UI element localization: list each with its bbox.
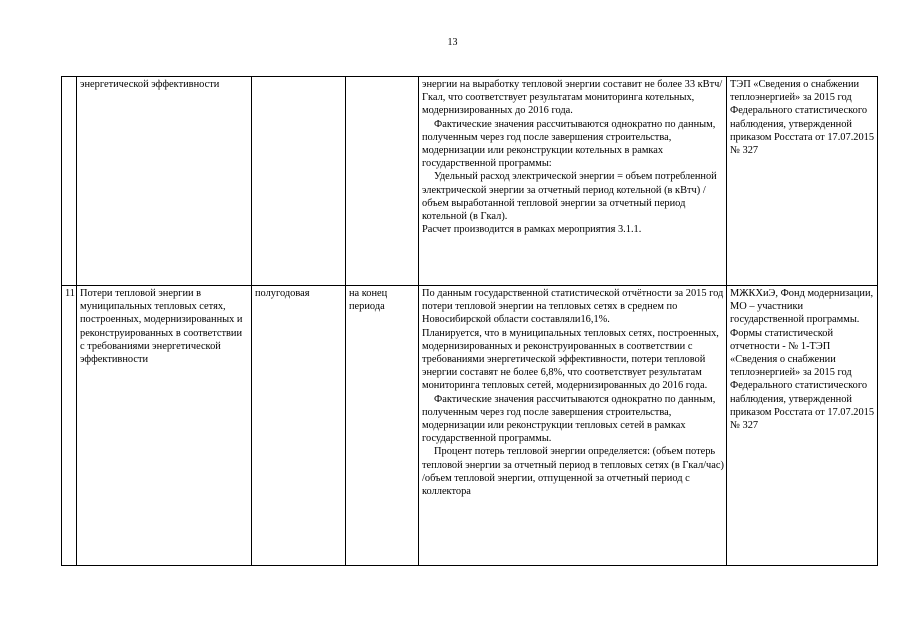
table-row bbox=[62, 286, 878, 566]
periodicity-cell bbox=[252, 77, 346, 286]
deadline-cell bbox=[346, 77, 419, 286]
method-paragraph: Процент потерь тепловой энергии определяется: (объем потерь тепловой энергии за отчетный период в тепловых сетях (в Гкал/час) /объем тепловой энергии, отпущенной за отчетный период с коллектора bbox=[422, 446, 724, 498]
periodicity-cell: полугодовая bbox=[252, 286, 346, 566]
method-cell bbox=[419, 77, 727, 286]
method-paragraph: Расчет производится в рамках мероприятия 3.1.1. bbox=[422, 224, 642, 236]
method-paragraph: Удельный расход электрической энергии = объем потребленной электрической энергии за отчетный период котельной (в кВтч) / объем выработанной тепловой энергии за отчетный период котельной (в Гкал). bbox=[422, 171, 717, 223]
method-paragraph: Фактические значения рассчитываются однократно по данным, полученным через год после завершения строительства, модернизации или реконструкции тепловых сетей в рамках государственной программы. bbox=[422, 393, 716, 445]
deadline-cell: на конец периода bbox=[346, 286, 419, 566]
source-cell: ТЭП «Сведения о снабжении теплоэнергией» за 2015 год Федерального статистического наблюдения, утвержденной приказом Росстата от 17.07.2015 № 327 bbox=[727, 77, 878, 286]
source-cell: МЖКХиЭ, Фонд модернизации, МО – участники государственной программы. Формы статистической отчетности - № 1-ТЭП «Сведения о снабжении теплоэнергией» за 2015 год Федерального статистического наблюдения, утвержденной приказом Росстата от 17.07.2015 № 327 bbox=[727, 286, 878, 566]
row-number-cell bbox=[62, 77, 77, 286]
table-row bbox=[62, 77, 878, 286]
method-paragraph: Планируется, что в муниципальных тепловых сетях, построенных, модернизированных и реконструированных в соответствии с требованиями энергетической эффективности, потери тепловой энергии составят не более 6,8%, что соответствует результатам мониторинга тепловых сетей, модернизированных до 2016 года. bbox=[422, 327, 719, 392]
indicator-name-cell: энергетической эффективности bbox=[77, 77, 252, 286]
row-number-cell: 11 bbox=[62, 286, 77, 566]
indicator-table bbox=[61, 76, 878, 566]
method-paragraph: энергии на выработку тепловой энергии составит не более 33 кВтч/Гкал, что соответствует результатам мониторинга котельных, модернизированных до 2016 года. bbox=[422, 79, 723, 117]
method-paragraph: По данным государственной статистической отчётности за 2015 год потери тепловой энергии на тепловых сетях в среднем по Новосибирской области составляли16,1%. bbox=[422, 288, 724, 326]
method-cell bbox=[419, 286, 727, 566]
method-paragraph: Фактические значения рассчитываются однократно по данным, полученным через год после завершения строительства, модернизации или реконструкции котельных в рамках государственной программы: bbox=[422, 118, 716, 170]
page-number: 13 bbox=[447, 37, 458, 48]
indicator-name-cell: Потери тепловой энергии в муниципальных тепловых сетях, построенных, модернизированных и реконструированных в соответствии с требованиями энергетической эффективности bbox=[77, 286, 252, 566]
